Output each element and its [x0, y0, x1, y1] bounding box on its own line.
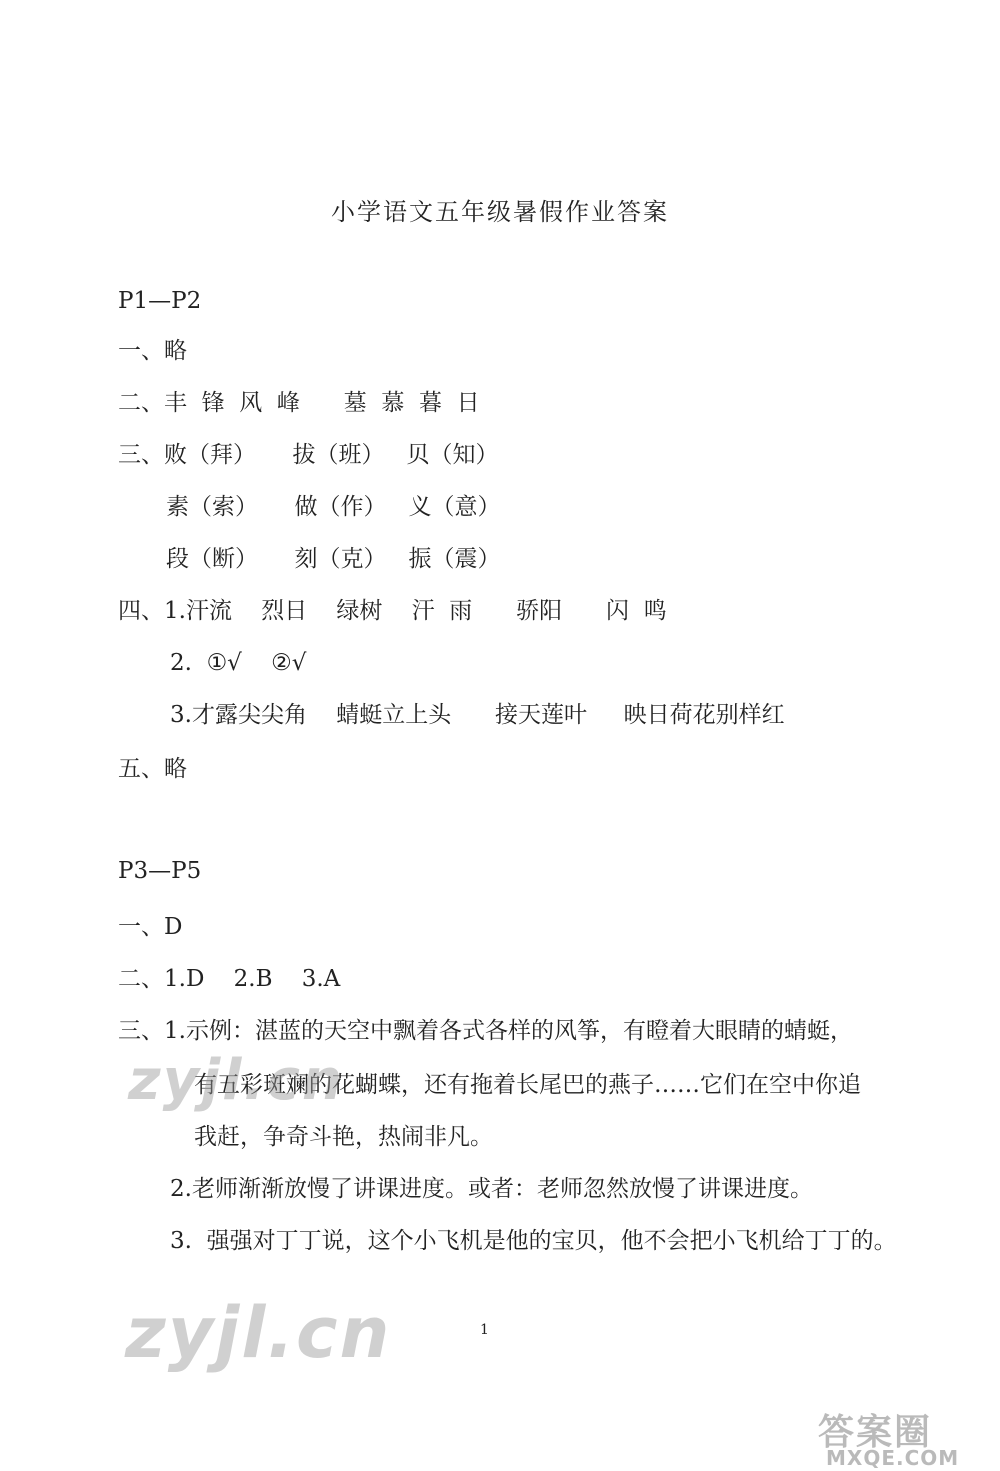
- answer-line: 2.老师渐渐放慢了讲课进度。或者：老师忽然放慢了讲课进度。: [170, 1176, 813, 1202]
- answer-line: 2. ①√ ②√: [170, 650, 307, 676]
- answer-line: 3. 强强对丁丁说，这个小飞机是他的宝贝，他不会把小飞机给丁丁的。: [170, 1228, 897, 1254]
- page-title: 小学语文五年级暑假作业答案: [331, 198, 669, 226]
- answer-line: 三、1.示例：湛蓝的天空中飘着各式各样的风筝，有瞪着大眼睛的蜻蜓，: [118, 1018, 853, 1044]
- answer-line: 五、略: [118, 756, 187, 782]
- answer-line: 我赶，争奇斗艳，热闹非凡。: [194, 1124, 493, 1150]
- answer-line: 二、1.D 2.B 3.A: [118, 966, 341, 992]
- section-heading-p1-p2: P1—P2: [118, 288, 202, 314]
- answer-line: 三、败（拜） 拔（班） 贝（知）: [118, 442, 499, 468]
- watermark: zyjl.cn: [125, 1292, 392, 1374]
- watermark: zyjl.cn: [128, 1048, 344, 1113]
- site-logo: [818, 1404, 1000, 1471]
- answer-line: 段（断） 刻（克） 振（震）: [166, 546, 501, 572]
- answer-line: 素（索） 做（作） 义（意）: [166, 494, 501, 520]
- answer-line: 二、丰 锋 风 峰 墓 慕 暮 日: [118, 390, 480, 416]
- answer-line: 一、D: [118, 914, 183, 940]
- page-number: 1: [480, 1322, 489, 1338]
- answer-line: 有五彩斑斓的花蝴蝶，还有拖着长尾巴的燕子……它们在空中你追: [194, 1072, 861, 1098]
- logo-url: MXQE.COM: [826, 1446, 960, 1470]
- answer-line: 四、1.汗流 烈日 绿树 汗 雨 骄阳 闪 鸣: [118, 598, 667, 624]
- answer-line: 3.才露尖尖角 蜻蜓立上头 接天莲叶 映日荷花别样红: [170, 702, 785, 728]
- answer-line: 一、略: [118, 338, 187, 364]
- section-heading-p3-p5: P3—P5: [118, 858, 202, 884]
- logo-text: 答案圈: [818, 1412, 933, 1453]
